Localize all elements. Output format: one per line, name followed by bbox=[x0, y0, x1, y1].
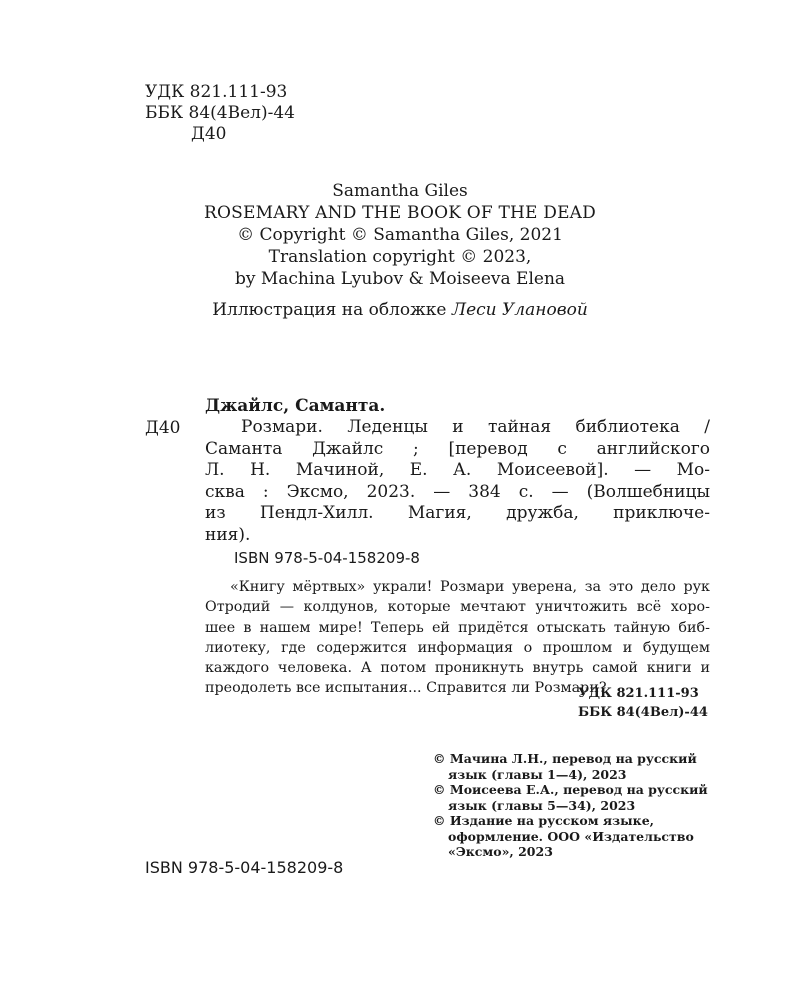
biblio-line: из Пендл-Хилл. Магия, дружба, приключе- bbox=[205, 503, 710, 523]
annotation-line: преодолеть все испытания... Справится ли Розмари? bbox=[205, 680, 607, 697]
original-author: Samantha Giles bbox=[332, 181, 468, 201]
udk-code-right: УДК 821.111-93 bbox=[578, 686, 699, 701]
original-edition-block bbox=[100, 180, 700, 290]
isbn-inline: ISBN 978-5-04-158209-8 bbox=[234, 549, 420, 567]
original-copyright: © Copyright © Samantha Giles, 2021 bbox=[237, 225, 563, 245]
bbk-code: ББК 84(4Вел)-44 bbox=[145, 103, 295, 123]
codes-right bbox=[578, 684, 708, 722]
translation-copyright: Translation copyright © 2023, bbox=[268, 247, 532, 267]
biblio-line: ния). bbox=[205, 524, 251, 545]
annotation-line: «Книгу мёртвых» украли! Розмари уверена, за это дело рук bbox=[230, 579, 710, 595]
biblio-line: Л. Н. Мачиной, Е. А. Моисеевой]. — Мо- bbox=[205, 460, 710, 480]
bbk-code-right: ББК 84(4Вел)-44 bbox=[578, 705, 708, 720]
annotation-line: лиотеку, где содержится информация о прошлом и будущем bbox=[205, 639, 710, 656]
illustration-prefix: Иллюстрация на обложке bbox=[212, 300, 452, 320]
copyright-item: © Мачина Л.Н., перевод на русский язык (главы 1—4), 2023 bbox=[433, 751, 697, 782]
annotation-line: Отродий — колдунов, которые мечтают уничтожить всё хоро- bbox=[205, 599, 710, 616]
copyright-item: © Издание на русском языке, оформление. ООО «Издательство «Эксмо», 2023 bbox=[433, 813, 694, 859]
biblio-line: Розмари. Леденцы и тайная библиотека / bbox=[241, 417, 710, 437]
classification-block bbox=[145, 82, 295, 145]
author-code: Д40 bbox=[191, 124, 227, 144]
illustration-artist: Леси Улановой bbox=[451, 300, 588, 320]
copyright-item: © Моисеева Е.А., перевод на русский язык (главы 5—34), 2023 bbox=[433, 782, 708, 813]
translators-line: by Machina Lyubov & Moiseeva Elena bbox=[234, 269, 566, 289]
annotation bbox=[205, 577, 710, 699]
copyright-notices bbox=[433, 751, 723, 860]
bibliographic-heading: Джайлс, Саманта. bbox=[205, 396, 386, 416]
biblio-line: сква : Эксмо, 2023. — 384 с. — (Волшебницы bbox=[205, 481, 710, 502]
bibliographic-description bbox=[205, 417, 710, 546]
original-title: ROSEMARY AND THE BOOK OF THE DEAD bbox=[204, 203, 596, 223]
annotation-line: шее в нашем мире! Теперь ей придётся отыскать тайную биб- bbox=[205, 619, 710, 636]
udk-code: УДК 821.111-93 bbox=[145, 82, 288, 102]
isbn-bottom: ISBN 978-5-04-158209-8 bbox=[145, 858, 344, 877]
biblio-line: Саманта Джайлс ; [перевод с английского bbox=[205, 438, 710, 459]
bibliographic-author-code: Д40 bbox=[145, 418, 181, 438]
annotation-line: каждого человека. А потом проникнуть внутрь самой книги и bbox=[205, 660, 710, 677]
illustration-credit bbox=[100, 300, 700, 320]
